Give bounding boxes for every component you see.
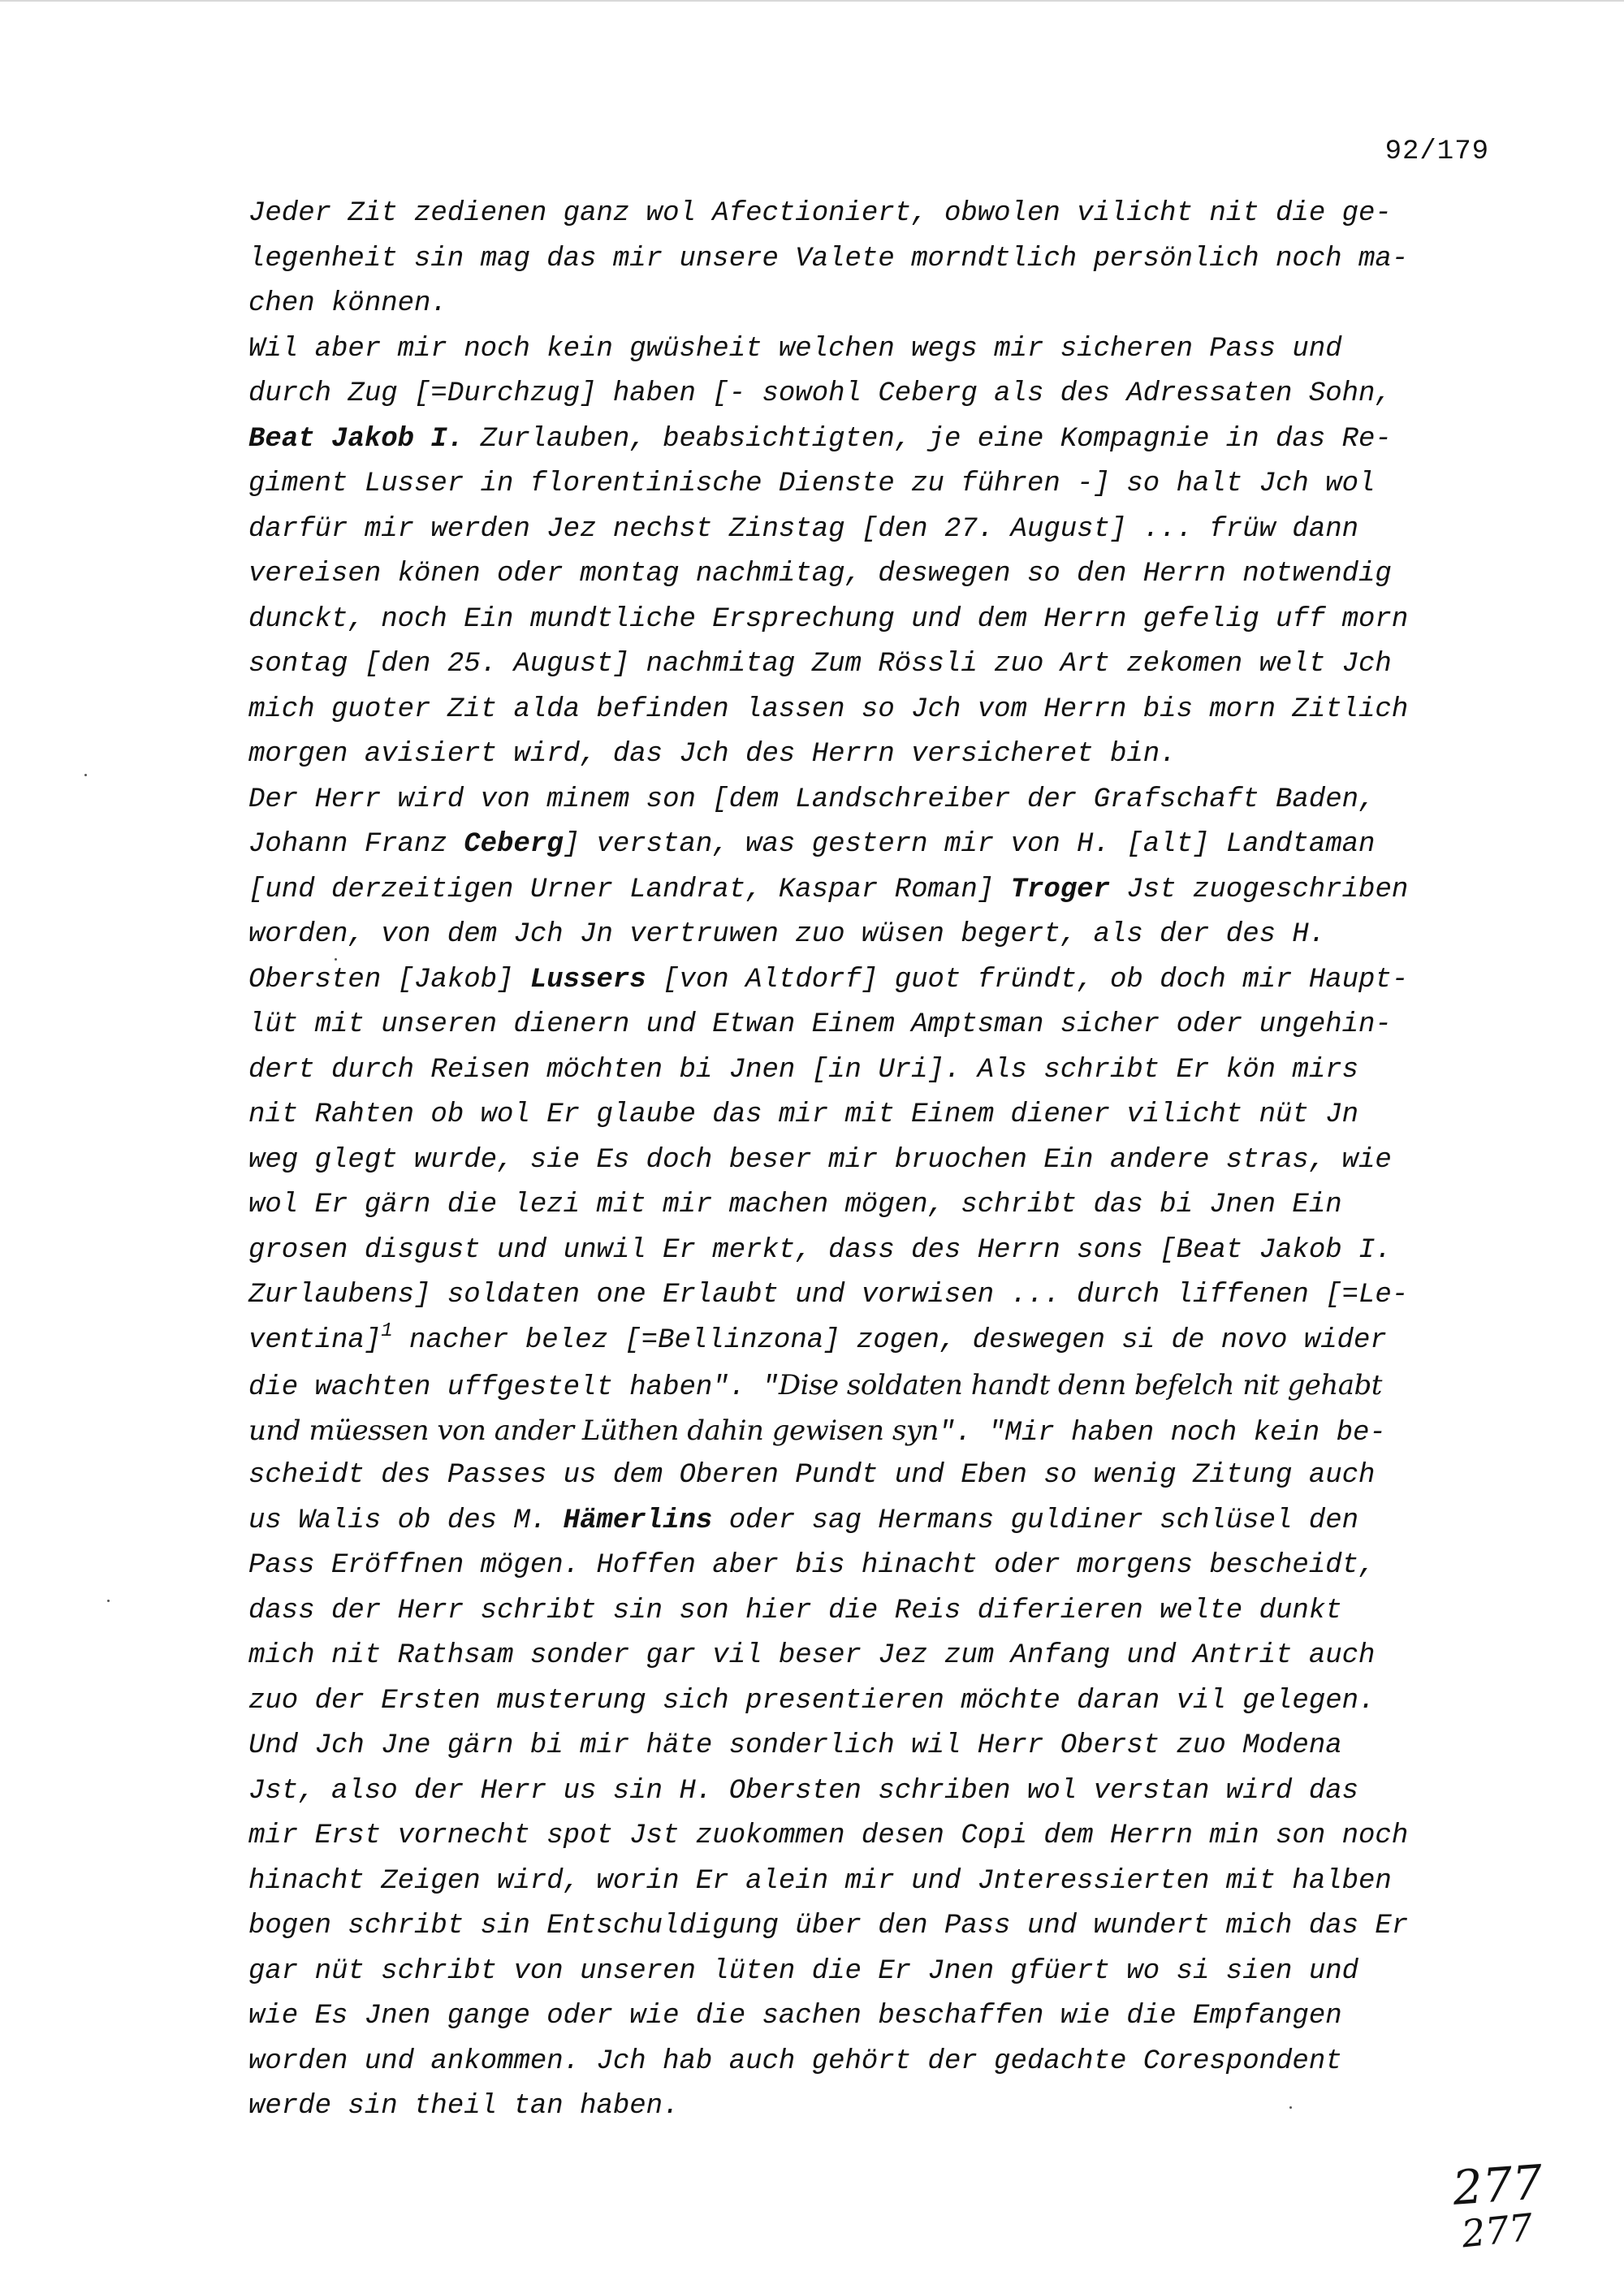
text-run: Obersten [Jakob] bbox=[248, 964, 530, 995]
text-line: wie Es Jnen gange oder wie die sachen beschaffen wie die Empfangen bbox=[248, 2001, 1342, 2032]
scan-speck bbox=[84, 774, 87, 776]
text-line: Jst, also der Herr us sin H. Obersten schriben wol verstan wird das bbox=[248, 1775, 1359, 1807]
name-lussers: Lussers bbox=[529, 964, 646, 995]
text-line: Zurlaubens] soldaten one Erlaubt und vorwisen ... durch liffenen [=Le- bbox=[248, 1280, 1409, 1311]
text-line bbox=[248, 823, 1515, 868]
text-line: worden und ankommen. Jch hab auch gehört der gedachte Corespondent bbox=[248, 2045, 1342, 2077]
text-line: Jeder Zit zedienen ganz wol Afectioniert, obwolen vilicht nit die ge- bbox=[248, 198, 1392, 229]
page-number: 92/179 bbox=[1384, 136, 1489, 167]
text-line: hinacht Zeigen wird, worin Er alein mir und Jnteressierten mit halben bbox=[248, 1865, 1392, 1897]
text-run: Jst zuogeschriben bbox=[1109, 874, 1409, 905]
text-line: mich guoter Zit alda befinden lassen so Jch vom Herrn bis morn Zitlich bbox=[248, 693, 1409, 725]
text-line: gar nüt schribt von unseren lüten die Er Jnen gfüert wo si sien und bbox=[248, 1955, 1359, 1987]
scan-speck bbox=[107, 1600, 110, 1602]
text-line: grosen disgust und unwil Er merkt, dass des Herrn sons [Beat Jakob I. bbox=[248, 1234, 1392, 1266]
text-line: darfür mir werden Jez nechst Zinstag [den 27. August] ... früw dann bbox=[248, 513, 1359, 545]
text-line: Pass Eröffnen mögen. Hoffen aber bis hinacht oder morgens bescheidt, bbox=[248, 1550, 1376, 1581]
text-line: scheidt des Passes us dem Oberen Pundt und Eben so wenig Zitung auch bbox=[248, 1460, 1376, 1491]
text-line bbox=[248, 868, 1515, 913]
text-run: die wachten uffgestelt haben". " bbox=[248, 1372, 779, 1403]
quoted-script-text: Dise soldaten handt denn befelch nit gehabt bbox=[778, 1369, 1382, 1401]
text-line: chen können. bbox=[248, 288, 447, 319]
folio-mark-lower: 277 bbox=[1459, 2205, 1535, 2257]
footnote-marker: 1 bbox=[381, 1319, 393, 1342]
document-body bbox=[248, 192, 1515, 2130]
text-run: nacher belez [=Bellinzona] zogen, deswegen si de novo wider bbox=[392, 1324, 1387, 1356]
text-line bbox=[248, 1409, 1515, 1454]
text-line: Und Jch Jne gärn bi mir häte sonderlich wil Herr Oberst zuo Modena bbox=[248, 1730, 1342, 1761]
text-line: Der Herr wird von minem son [dem Landschreiber der Grafschaft Baden, bbox=[248, 784, 1376, 815]
text-line bbox=[248, 1499, 1515, 1544]
text-line: durch Zug [=Durchzug] haben [- sowohl Ceberg als des Adressaten Sohn, bbox=[248, 378, 1392, 409]
text-line: weg glegt wurde, sie Es doch beser mir bruochen Ein andere stras, wie bbox=[248, 1144, 1392, 1176]
text-line: morgen avisiert wird, das Jch des Herrn versicheret bin. bbox=[248, 739, 1177, 770]
text-line: dert durch Reisen möchten bi Jnen [in Uri]. Als schribt Er kön mirs bbox=[248, 1054, 1359, 1086]
text-run: [von Altdorf] guot fründt, ob doch mir Haupt- bbox=[646, 964, 1409, 995]
text-run: [und derzeitigen Urner Landrat, Kaspar Roman] bbox=[248, 874, 1011, 905]
text-line: zuo der Ersten musterung sich presentieren möchte daran vil gelegen. bbox=[248, 1685, 1376, 1717]
text-line bbox=[248, 1363, 1515, 1409]
text-line: vereisen könen oder montag nachmitag, deswegen so den Herrn notwendig bbox=[248, 559, 1392, 590]
text-line: legenheit sin mag das mir unsere Valete morndtlich persönlich noch ma- bbox=[248, 243, 1409, 274]
text-line: wol Er gärn die lezi mit mir machen mögen, schribt das bi Jnen Ein bbox=[248, 1190, 1342, 1220]
text-line: dunckt, noch Ein mundtliche Ersprechung und dem Herrn gefelig uff morn bbox=[248, 603, 1409, 635]
text-run: ] verstan, was gestern mir von H. [alt] Landtaman bbox=[563, 829, 1376, 860]
text-run: oder sag Hermans guldiner schlüsel den bbox=[712, 1505, 1359, 1536]
text-line: lüt mit unseren dienern und Etwan Einem Amptsman sicher oder ungehin- bbox=[248, 1009, 1392, 1040]
text-line: werde sin theil tan haben. bbox=[248, 2091, 680, 2122]
text-line: dass der Herr schribt sin son hier die Reis diferieren welte dunkt bbox=[248, 1595, 1342, 1626]
text-line: nit Rahten ob wol Er glaube das mir mit Einem diener vilicht nüt Jn bbox=[248, 1099, 1359, 1130]
text-line: sontag [den 25. August] nachmitag Zum Rössli zuo Art zekomen welt Jch bbox=[248, 649, 1392, 680]
text-line bbox=[248, 1319, 1515, 1364]
text-line: mich nit Rathsam sonder gar vil beser Jez zum Anfang und Antrit auch bbox=[248, 1640, 1376, 1671]
text-run: ". "Mir haben noch kein be- bbox=[938, 1417, 1386, 1449]
name-troger: Troger bbox=[1010, 874, 1110, 905]
text-line: Wil aber mir noch kein gwüsheit welchen wegs mir sicheren Pass und bbox=[248, 333, 1342, 365]
folio-mark-upper: 277 bbox=[1451, 2154, 1545, 2216]
text-line: worden, von dem Jch Jn vertruwen zuo wüsen begert, als der des H. bbox=[248, 919, 1326, 950]
text-run: us Walis ob des M. bbox=[248, 1505, 564, 1536]
name-haemerlins: Hämerlins bbox=[563, 1505, 713, 1536]
scan-speck bbox=[1289, 2106, 1292, 2109]
text-run: ventina] bbox=[248, 1324, 382, 1356]
text-line bbox=[248, 417, 1515, 463]
text-line: bogen schribt sin Entschuldigung über den Pass und wundert mich das Er bbox=[248, 1911, 1409, 1941]
text-line: mir Erst vornecht spot Jst zuokommen desen Copi dem Herrn min son noch bbox=[248, 1820, 1409, 1851]
text-run: Johann Franz bbox=[248, 829, 464, 860]
text-line: giment Lusser in florentinische Dienste zu führen -] so halt Jch wol bbox=[248, 469, 1376, 499]
text-line bbox=[248, 958, 1515, 1004]
text-run: Zurlauben, beabsichtigten, je eine Kompagnie in das Re- bbox=[464, 423, 1392, 455]
scan-speck bbox=[335, 958, 337, 961]
name-ceberg: Ceberg bbox=[464, 829, 564, 860]
quoted-script-text: und müessen von ander Lüthen dahin gewisen syn bbox=[248, 1414, 939, 1447]
name-beat-jakob: Beat Jakob I. bbox=[248, 423, 464, 455]
